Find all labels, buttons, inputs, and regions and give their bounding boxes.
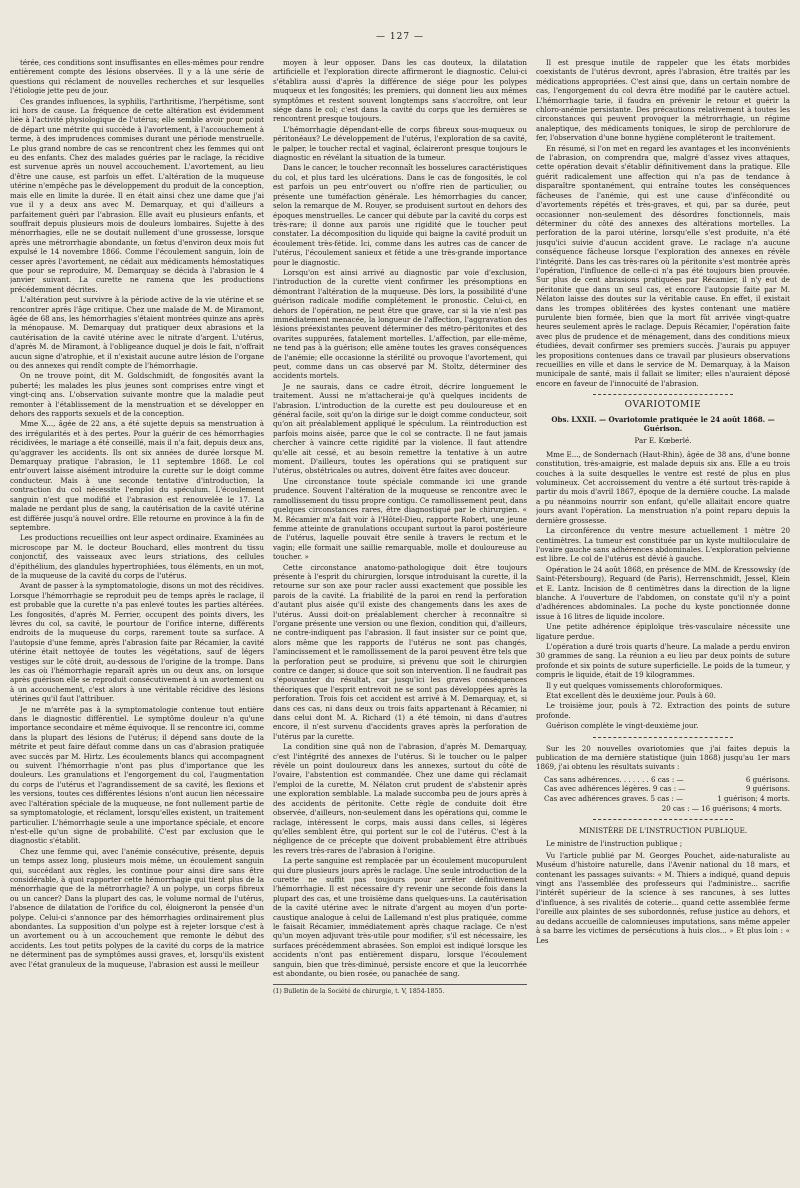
paragraph: térée, ces conditions sont insuffisantes en elles-mêmes pour rendre entièrement compte des lésions observées. Il y a là une série de questions qui réclament de nouvelles recherches et sur lesquelles l'étiologie jette peu de jour.: [10, 58, 264, 96]
paragraph: La circonférence du ventre mesure actuellement 1 mètre 20 centimètres. La tumeur est constituée par un kyste multiloculaire de l'ovaire gauche sans adhérences abdominales. L'exploration pelvienne est libre. Le col de l'utérus est dévié à gauche.: [536, 526, 790, 564]
section-title-ovariotomie: OVARIOTOMIE: [624, 400, 702, 411]
paragraph: Ces grandes influences, la syphilis, l'arthritisme, l'herpétisme, sont ici hors de cause. La fréquence de cette altération est évidemment liée à l'activité physiologique de l'utérus; elle semble avoir pour point de départ une métrite qui succède à l'avortement, à l'accouchement à terme, à des imprudences commises durant une période menstruelle. Le plus grand nombre de cas se rencontrent chez les femmes qui ont eu des enfants. Chez des malades guéries par le raclage, la récidive est survenue après un nouvel accouchement. L'avortement, au lieu d'être une cause, est parfois un effet. L'altération de la muqueuse utérine n'empêche pas le développement du produit de la conception, mais elle en limite la durée. Il en était ainsi chez une dame que j'ai vue il y a deux ans avec M. Demarquay, et qui d'ailleurs a parfaitement guéri par l'abrasion. Elle avait eu plusieurs enfants, et souffrait depuis plusieurs mois de douleurs lombaires. Sujette à des ménorrhagies, elle ne se doutait nullement d'une grossesse, lorsque après une métrorrhagie abondante, un fœtus d'environ deux mois fut expulsé le 14 novembre 1866. Comme l'écoulement sanguin, loin de cesser après l'avortement, ne cédait aux médicaments hémostatiques que pour se reproduire, M. Demarquay se décida à l'abrasion le 4 janvier suivant. La curette ne ramena que les productions précédemment décrites.: [10, 96, 264, 294]
paragraph: Avant de passer à la symptomatologie, disons un mot des récidives. Lorsque l'hémorrhagie se reproduit peu de temps après le raclage, il est probable que la curette n'a pas enlevé toutes les parties altérées. Les fongosités, d'après M. Ferrier, occupent des points divers, les lèvres du col, sa cavité, le pourtour de l'orifice interne, différents endroits de la muqueuse du corps, rarement toute sa surface. A l'autopsie d'une femme, après l'abrasion faite par Récamier, la cavité utérine était nettoyée de toutes les végétations, sauf de légers vestiges sur le côté droit, au-dessous de l'origine de la trompe. Dans les cas où l'hémorrhagie reparaît après un ou deux ans, on lorsque après guérison elle se reproduit consécutivement à un avortement ou à un accouchement, c'est alors à une véritable récidive des lésions utérines qu'il faut l'attribuer.: [10, 581, 264, 704]
paragraph: Etat excellent dès le deuxième jour. Pouls à 60.: [546, 691, 716, 700]
paragraph: Il est presque inutile de rappeler que les états morbides coexistants de l'utérus devront, après l'abrasion, être traités par les médications appropriées. C'est ainsi que, dans un certain nombre de cas, l'engorgement du col devra être modifié par le cautère actuel. L'hémorrhagie tarie, il faudra en prévenir le retour et guérir la chloro-anémie persistante. Des précautions relativement à toutes les circonstances qui peuvent provoquer la métrorrhagie, un régime analeptique, des médicaments toniques, le sirop de perchlorure de fer, l'observation d'une bonne hygiène compléteront le traitement.: [536, 58, 790, 143]
stats-label: Cas avec adhérences légères. 9 cas : —: [544, 784, 686, 794]
column-1: [10, 58, 264, 1182]
stats-result: 1 guérison; 4 morts.: [717, 794, 790, 804]
paragraph: On ne trouve point, dit M. Goldschmidt, de fongosités avant la puberté; les malades les plus jeunes sont comprises entre vingt et vingt-cinq ans. L'observation suivante montre que la maladie peut remonter à l'établissement de la menstruation et se développer en dehors des rapports sexuels et de la conception.: [10, 371, 264, 419]
paragraph: L'opération a duré trois quarts d'heure. La malade a perdu environ 30 grammes de sang. La réunion a eu lieu par deux points de suture profonde et six points de suture superficielle. Le poids de la tumeur, y compris le liquide, était de 19 kilogrammes.: [536, 641, 790, 680]
page-number: — 127 —: [376, 32, 424, 42]
footnote: (1) Bulletin de la Société de chirurgie, t. V, 1854-1855.: [273, 984, 527, 996]
paragraph: Je ne saurais, dans ce cadre étroit, décrire longuement le traitement. Aussi ne m'attacherai-je qu'à quelques incidents de l'abrasion. L'introduction de la curette est peu douloureuse et en général facile, soit qu'on la dirige sur le doigt comme conducteur, soit qu'on ait préalablement appliqué le spéculum. La réintroduction est parfois moins aisée, parce que le col se contracte. Il ne faut jamais chercher à vaincre cette rigidité par la violence. Il faut attendre qu'elle ait cessé, et au besoin remettre la tentative à un autre moment. D'ailleurs, toutes les opérations qui se pratiquent sur l'utérus, obstétricales ou autres, doivent être faites avec douceur.: [273, 381, 527, 476]
column-3-observation: [536, 450, 790, 731]
paragraph: Le troisième jour, pouls à 72. Extraction des points de suture profonde.: [536, 701, 790, 720]
paragraph: Opération le 24 août 1868, en présence de MM. de Kressowsky (de Saint-Pétersbourg), Reguard (de Paris), Herrenschmidt, Jessel, Klein et E. Lantz. Incision de 8 centimètres dans la direction de la ligne blanche. A l'ouverture de l'abdomen, on constate qu'il n'y a point d'adhérences abdominales. La poche du kyste ponctionnée donne issue à 16 litres de liquide incolore.: [536, 564, 790, 621]
stats-label: Cas sans adhérences. . . . . . . 6 cas : —: [544, 774, 684, 784]
author-byline: Par E. Kœberlé.: [634, 436, 692, 446]
paragraph: La condition sine quâ non de l'abrasion, d'après M. Demarquay, c'est l'intégrité des annexes de l'utérus. Si le toucher ou le palper révèle un point douloureux dans les annexes, surtout du côté de l'ovaire, l'abstention est commandée. Chez une dame qui réclamait l'emploi de la curette, M. Nélaton crut prudent de s'abstenir après une exploration semblable. La malade succomba peu de jours après à des accidents de péritonite. Cette règle de conduite doit être observée, d'ailleurs, non-seulement dans les opérations qui, comme le raclage, intéressent le corps, mais aussi dans celles, si légères qu'elles semblent être, qui portent sur le col de l'utérus. C'est à la négligence de ce précepte que doivent probablement être attribués les revers très-rares de l'abrasion à l'origine.: [273, 742, 527, 855]
ministry-subtitle: Le ministre de l'instruction publique ;: [546, 839, 683, 849]
stats-total: 20 cas : — 16 guérisons; 4 morts.: [661, 803, 782, 813]
column-3: [536, 58, 790, 1182]
divider: [593, 819, 733, 820]
column-2: [273, 58, 527, 1182]
stats-result: 6 guérisons.: [745, 774, 790, 784]
observation-heading: Obs. LXXII. — Ovariotomie pratiquée le 24 août 1868. — Guérison.: [551, 414, 775, 434]
stats-label: Cas avec adhérences graves. 5 cas : —: [544, 794, 684, 804]
column-3-top: [536, 58, 790, 388]
stats-row: [536, 775, 790, 785]
paragraph: moyen à leur opposer. Dans les cas douteux, la dilatation artificielle et l'exploration directe affirmeront le diagnostic. Celui-ci s'établira aussi d'après la différence de siége pour les polypes muqueux et les fongosités; les premiers, qui donnent lieu aux mêmes symptômes et restent souvent longtemps sans s'accroître, ont leur siége dans le col; c'est dans la cavité du corps que les dernières se rencontrent presque toujours.: [273, 58, 527, 124]
column-2-body: [273, 58, 527, 978]
paragraph: La perte sanguine est remplacée par un écoulement mucopurulent qui dure plusieurs jours après le raclage. Une seule introduction de la curette ne suffit pas toujours pour arrêter définitivement l'hémorrhagie. Il est nécessaire d'y revenir une seconde fois dans la plupart des cas, et une troisième dans quelques-uns. La cautérisation de la cavité utérine avec le nitrate d'argent au moyen d'un porte-caustique analogue à celui de Lallemand n'est plus pratiquée, comme le faisait Récamier, immédiatement après chaque raclage. Ce n'est qu'un moyen adjuvant très-utile pour modifier, s'il est nécessaire, les surfaces précédemment abrasées. Son emploi est indiqué lorsque les accidents n'ont pas entièrement disparu, lorsque l'écoulement sanguin, bien que très-diminué, persiste encore et que la leucorrhée est abondante, ou bien rosée, ou panachée de sang.: [273, 856, 527, 978]
stats-table: [536, 775, 790, 804]
paragraph: Mme E..., de Sondernach (Haut-Rhin), âgée de 38 ans, d'une bonne constitution, très-amaigrie, est malade depuis six ans. Elle a eu trois couches à la suite desquelles le ventre est resté de plus en plus volumineux. Cet accroissement du ventre a été surtout très-rapide à partir du mois d'avril 1867, époque de la dernière couche. La malade a pu néanmoins nourrir son enfant, qu'elle allaitait encore quatre jours avant l'opération. La menstruation n'a point reparu depuis la dernière grossesse.: [536, 449, 790, 525]
paragraph: Je ne m'arrête pas à la symptomatologie contenue tout entière dans le diagnostic différentiel. Le symptôme douleur n'a qu'une importance secondaire et même équivoque. Il se rencontre ici, comme dans la plupart des lésions de l'utérus; il dépend sans doute de la métrite et peut faire défaut comme dans un cas d'abrasion pratiquée avec succès par M. Hirtz. Les écoulements blancs qui accompagnent ou suivent l'hémorrhagie n'ont pas plus d'importance que les douleurs. Les granulations et l'engorgement du col, l'augmentation du corps de l'utérus et l'agrandissement de sa cavité, les flexions et les versions, toutes ces différentes lésions n'ont aucun lien nécessaire avec l'altération spéciale de la muqueuse, ne font nullement partie de sa symptomatologie, et réclament, lorsqu'elles existent, un traitement particulier. L'hémorrhagie seule a une importance spéciale, et encore n'est-elle qu'un signe de probabilité. C'est par exclusion que le diagnostic s'établit.: [10, 704, 264, 846]
paragraph: Cette circonstance anatomo-pathologique doit être toujours présente à l'esprit du chirurgien, lorsque introduisant la curette, il la retourne sur son axe pour racler aussi exactement que possible les parois de la cavité. La friabilité de la paroi en rend la perforation d'autant plus aisée qu'il existe des changements dans les axes de l'utérus. Aussi doit-on préalablement chercher à reconnaître si l'organe présente une version ou une flexion, condition qui, d'ailleurs, ne contre-indiquent pas l'abrasion. Il faut insister sur ce point que, alors même que les rapports de l'utérus ne sont pas changés, l'amincissement et le ramollissement de la paroi peuvent être tels que la perforation peut se produire, si prévenu que soit le chirurgien contre ce danger, si douce que soit son intervention. Il ne faudrait pas s'épouvanter du résultat, car jusqu'ici les graves conséquences théoriques que l'esprit entrevoit ne se sont pas développées après la perforation. Trois fois cet accident est arrivé à M. Demarquay, et, si dans ces cas, ni dans deux ou trois faits appartenant à Récamier, ni dans celui dont M. A. Richard (1) a été témoin, ni dans d'autres encore, il n'est survenu d'accidents graves après la perforation de l'utérus par la curette.: [273, 562, 527, 741]
paragraph: Guérison complète le vingt-deuxième jour.: [546, 721, 699, 731]
paragraph: L'hémorrhagie dépendant-elle de corps fibreux sous-muqueux ou péritonéaux? Le développement de l'utérus, l'exploration de sa cavité, le palper, le toucher rectal et vaginal, éclaireront presque toujours le diagnostic en révélant la situation de la tumeur.: [273, 124, 527, 163]
divider: [593, 737, 733, 738]
stats-result: 9 guérisons.: [745, 784, 790, 794]
stats-intro: Sur les 20 nouvelles ovariotomies que j'ai faites depuis la publication de ma dernière statistique (juin 1868) jusqu'au 1er mars 1869, j'ai obtenu les résultats suivants :: [536, 743, 790, 772]
paragraph: Chez une femme qui, avec l'anémie consécutive, présente, depuis un temps assez long, plusieurs mois même, un écoulement sanguin qui, succédant aux règles, les continue pour ainsi dire sans être considérable, à quoi rapporter cette hémorrhagie qui tient plus de la ménorrhagie que de la métrorrhagie? A un polype, un corps fibreux ou un cancer? Dans la plupart des cas, le volume normal de l'utérus, l'absence de dilatation de l'orifice du col, éloigneront la pensée d'un polype. Celui-ci s'annonce par des hémorrhagies ordinairement plus abondantes. La supposition d'un polype est à rejeter lorsque c'est à un avortement ou à un accouchement que remonte le début des accidents. Les tout petits polypes de la cavité du corps de la matrice ne déterminent pas de symptômes aussi graves, et, lorsqu'ils existent avec l'état granuleux de la muqueuse, l'abrasion est aussi le meilleur: [10, 846, 264, 969]
paragraph: Il y eut quelques vomissements chloroformiques.: [546, 680, 723, 690]
columns: [10, 58, 790, 1182]
divider: [593, 394, 733, 395]
stats-row: [536, 784, 790, 794]
paragraph: Une petite adhérence épiploïque très-vasculaire nécessite une ligature perdue.: [536, 622, 790, 641]
paragraph: Dans le cancer, le toucher reconnaît les bosselures caractéristiques du col, et plus tard les ulcérations. Dans le cas de fongosités, le col est parfois un peu entr'ouvert ou n'offre rien de particulier, ou présente une tuméfaction générale. Les hémorrhagies du cancer, selon la remarque de M. Rouyer, se produisent surtout en dehors des époques menstruelles. Le cancer qui débute par la cavité du corps est très-rare; il donne aux parois une rigidité que le toucher peut constater. La décomposition du liquide qui baigne la cavité produit un écoulement très-fétide. Ici, comme dans les autres cas de cancer de l'utérus, l'écoulement sanieux et fétide a une très-grande importance pour le diagnostic.: [273, 163, 527, 267]
ministry-text: Vu l'article publié par M. Georges Pouchet, aide-naturaliste au Muséum d'histoire naturelle, dans l'Avenir national du 18 mars, et contenant les passages suivants: « M. Thiers a indiqué, quand depuis vingt ans l'assemblée des professeurs qui l'administre... sacrifie l'intérêt supérieur de la science à ses rancunes, à ses luttes d'influence, à ses rivalités de coterie... quand cette assemblée ferme l'oreille aux plaintes de ses subordonnés, refuse justice au dehors, et au dedans accueille de calomnieuses imputations, sans même appeler à sa barre les victimes de persécutions à huis clos... » Et plus loin : « Les: [536, 850, 790, 945]
stats-row: [536, 794, 790, 804]
paragraph: Une circonstance toute spéciale commande ici une grande prudence. Souvent l'altération de la muqueuse se rencontre avec le ramollissement du tissu propre contigu. Ce ramollissement peut, dans quelques circonstances rares, être diagnostiqué par le chirurgien. « M. Récamier m'a fait voir à l'Hôtel-Dieu, rapporte Robert, une jeune femme atteinte de granulations occupant surtout la paroi postérieure de l'utérus, laquelle pouvait être senile à travers le rectum et le vagin; elle formait une saillie remarquable, molle et douloureuse au toucher. »: [273, 476, 527, 562]
paragraph: Mme X..., âgée de 22 ans, a été sujette depuis sa menstruation à des irrégularités et à des pertes. Pour la guérir de ces hémorrhagies récidivées, le mariage a été conseillé, mais il n'a fait, depuis deux ans, qu'aggraver les accidents. Ils ont six années de durée lorsque M. Demarquay pratique l'abrasion, le 11 septembre 1868. Le col entr'ouvert laisse aisément introduire la curette sur le doigt comme conducteur. Mais à une seconde tentative d'introduction, la contraction du col nécessite l'emploi du spéculum. L'écoulement sanguin n'est que modifié et l'abrasion est renouvelée le 17. La malade ne perdant plus de sang, la cautérisation de la cavité utérine est différée jusqu'à nouvel ordre. Elle retourne en province à la fin de septembre.: [10, 419, 264, 532]
paragraph: En résumé, si l'on met en regard les avantages et les inconvénients de l'abrasion, on comprendra que, malgré d'assez vives attaques, cette opération devait s'établir définitivement dans la pratique. Elle guérit radicalement une affection qui n'a pas de tendance à disparaître spontanément, qui entraîne toutes les conséquences fâcheuses de l'anémie, qui est une cause d'infécondité ou d'avortements répétés et très-graves, et qui, par sa durée, peut occasionner non-seulement des désordres fonctionnels, mais déterminer du côté des annexes des altérations mortelles. La perforation de la paroi utérine, lorsqu'elle s'est produite, n'a été jusqu'ici suivie d'aucun accident grave. Le raclage n'a aucune conséquence fâcheuse lorsque l'exploration des annexes en révèle l'intégrité. Dans les cas très-rares où la péritonite s'est montrée après l'opération, l'influence de celle-ci n'a pas été toujours bien prouvée. Sur plus de cent abrasions pratiquées par Récamier, il n'y eut de péritonite que dans un seul cas, et encore l'autopsie faite par M. Nélaton laisse des doutes sur la véritable cause. En effet, il existait dans les trompes oblitérées des kystes contenant une matière purulente bien formée, bien que la mort fût arrivée vingt-quatre heures seulement après le raclage. Depuis Récamier, l'opération faite avec plus de prudence et de ménagement, dans des conditions mieux étudiées, devait confirmer ses premiers succès. J'aurais pu appuyer les propositions contenues dans ce travail par plusieurs observations recueillies en ville et dans le service de M. Demarquay, à la Maison municipale de santé, mais il fallait se limiter; elles n'auraient déposé encore en faveur de l'innocuité de l'abrasion.: [536, 143, 790, 388]
paragraph: Les productions recueillies ont leur aspect ordinaire. Examinées au microscope par M. le docteur Bouchard, elles montrent du tissu conjonctif, des vaisseaux avec leurs striations, des cellules d'épithélium, des glandules hypertrophiées, tous éléments, en un mot, de la muqueuse de la cavité du corps de l'utérus.: [10, 533, 264, 580]
paragraph: Lorsqu'on est ainsi arrivé au diagnostic par voie d'exclusion, l'introduction de la curette vient confirmer les présomptions en démontrant l'altération de la muqueuse. Dès lors, la possibilité d'une guérison radicale modifie complétement le pronostic. Celui-ci, en dehors de l'opération, ne peut être que grave, car si la vie n'est pas immédiatement menacée, la longueur de l'affection, l'aggravation des lésions préexistantes peuvent déterminer des métro-péritonites et des ovarites suppurées, fatalement mortelles. L'affection, par elle-même, ne tend pas à la guérison; elle amène toutes les graves conséquences de l'anémie; elle occasionne la stérilité ou provoque l'avortement, qui peut, comme dans un cas observé par M. Stoltz, déterminer des accidents mortels.: [273, 267, 527, 381]
paragraph: L'altération peut survivre à la période active de la vie utérine et se rencontrer après l'âge critique. Chez une malade de M. de Miramont, âgée de 68 ans, les hémorrhagies s'étaient montrées quinze ans après la ménopause. M. Demarquay dut pratiquer deux abrasions et la cautérisation de la cavité utérine avec le nitrate d'argent. L'utérus, d'après M. de Miramont, à l'obligeance duquel je dois le fait, n'offrait aucun signe d'atrophie, et il n'existait aucune autre lésion de l'organe ou des annexes qui rendît compte de l'hémorrhagie.: [10, 295, 264, 370]
ministry-title: MINISTÈRE DE L'INSTRUCTION PUBLIQUE.: [578, 826, 748, 836]
